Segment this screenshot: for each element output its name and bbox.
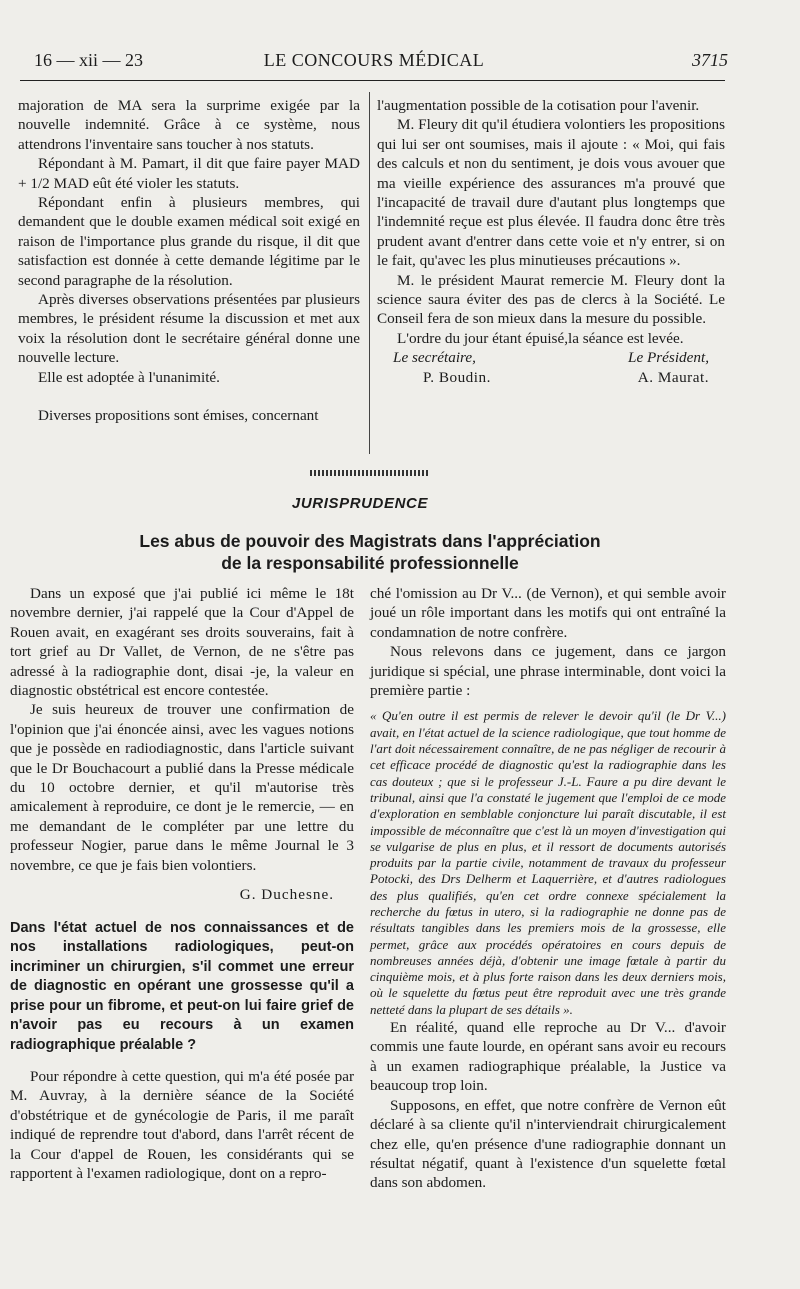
top-left-column xyxy=(18,96,360,426)
paragraph: L'ordre du jour étant épuisé,la séance est levée. xyxy=(397,329,684,347)
paragraph: Répondant à M. Pamart, il dit que faire payer MAD + 1/2 MAD eût été violer les statuts. xyxy=(18,155,360,192)
paragraph: Répondant enfin à plusieurs membres, qui demandent que le double examen médical soit exigé en raison de l'importance plus grande du risque, il dit que satisfaction est donnée à cette demande légitime par le second paragraphe de la résolution. xyxy=(18,194,360,289)
signature-names xyxy=(377,368,725,387)
paragraph: Je suis heureux de trouver une confirmation de l'opinion que j'ai énoncée ainsi, avec les vagues notions que je possède en radiodiagnostic, dans l'article suivant que le Dr Bouchacourt a publié dans la Presse médicale du 10 octobre dernier, et qu'il m'autorise très amicalement à reproduire, ce dont je le remercie, — en me demandant de le compléter par une lettre du professeur Nogier, parue dans le même Journal le 3 novembre, ce que je fais bien volontiers. xyxy=(10,701,354,874)
running-header xyxy=(20,50,728,74)
paragraph: majoration de MA sera la surprime exigée par la nouvelle indemnité. Grâce à ce système, nous attendrons l'inventaire sans toucher à nos statuts. xyxy=(18,97,360,153)
signature-labels xyxy=(377,348,725,367)
paragraph: Nous relevons dans ce jugement, dans ce jargon juridique si spécial, une phrase interminable, dont voici la première partie : xyxy=(370,643,726,700)
top-right-column xyxy=(377,96,725,387)
paragraph: Après diverses observations présentées par plusieurs membres, le président résume la discussion et met aux voix la résolution dont le secrétaire général donne une nouvelle lecture. xyxy=(18,291,360,367)
page-date: 16 — xii — 23 xyxy=(34,50,144,70)
author-signature: G. Duchesne. xyxy=(239,886,334,904)
president-name: A. Maurat. xyxy=(637,368,709,386)
paragraph: Supposons, en effet, que notre confrère de Vernon eût déclaré à sa cliente qu'il n'interviendrait chirurgicalement chez elle, qu'en présence d'une radiographie donnant un résultat négatif, quant à l'existence d'un squelette fœtal dans son abdomen. xyxy=(370,1096,726,1192)
president-label: Le Président, xyxy=(628,349,709,367)
article-title xyxy=(60,530,680,574)
bottom-right-column xyxy=(370,584,726,1193)
section-heading: JURISPRUDENCE xyxy=(291,495,429,512)
paragraph: M. le président Maurat remercie M. Fleury dont la science saura éviter des pas de clercs à la Société. Le Conseil fera de son mieux dans la mesure du possible. xyxy=(377,271,725,328)
article-title-line-1: Les abus de pouvoir des Magistrats dans l'appréciation xyxy=(139,531,601,551)
paragraph: Diverses propositions sont émises, concernant xyxy=(38,407,319,425)
secretary-name: P. Boudin. xyxy=(423,368,491,386)
header-rule xyxy=(20,80,725,81)
court-quote: « Qu'en outre il est permis de relever le devoir qu'il (le Dr V...) avait, en l'état actuel de la science radiologique, que tout homme de l'art doit nécessairement connaître, de ne pas négliger de recourir à cet efficace procédé de diagnostic qu'est la radiographie dans les cas douteux ; que si le professeur J.-L. Faure a pu dire devant le tribunal, ainsi que l'a constaté le jugement que l'emploi de ce mode d'exploration en semblable conjoncture lui paraît discutable, il est impossible de méconnaître que c'est là un moyen d'investigation qui se vulgarise de plus en plus, et il ressort de documents autorisés produits par la partie civile, notamment de travaux du professeur Potocki, des Drs Delherm et Laquerrière, et d'autres radiologues des plus qualifiés, qu'en cet ordre connexe spécialement la recherche du fœtus in utero, si la radiographie ne donne pas de résultats tangibles dans les premiers mois de la grossesse, elle permet, grâce aux procédés opératoires en cours depuis de nombreuses années déjà, d'obtenir une image fœtale à partir du cinquième mois, et à plus forte raison dans les deux derniers mois, où le squelette du fœtus peut être reproduit avec une très grande netteté dans la plupart de ses détails ». xyxy=(370,708,726,1017)
paragraph: M. Fleury dit qu'il étudiera volontiers les propositions qui lui ser ont soumises, mais il ajoute : « Moi, qui fais des calculs et non du sentiment, je dois vous avouer que ma vieille expérience des assurances m'a prouvé que l'incapacité de travail dure d'autant plus longtemps que l'indemnité reçue est plus élevée. Il faudra donc être très prudent avant d'entrer dans cette voie et n'y entrer, si on le fait, qu'avec les plus minutieuses précautions ». xyxy=(377,116,725,270)
article-title-line-2: de la responsabilité professionnelle xyxy=(221,553,519,573)
decorative-divider xyxy=(310,470,430,476)
paragraph: Pour répondre à cette question, qui m'a été posée par M. Auvray, à la dernière séance de la Société d'obstétrique et de gynécologie de Paris, il me paraît indiqué de reprendre tout d'abord, dans l'arrêt récent de la Cour d'appel de Rouen, les considérants qui se rapportent à l'examen radiologique, dont on a repro- xyxy=(10,1068,354,1183)
paragraph: Elle est adoptée à l'unanimité. xyxy=(38,368,220,386)
column-divider xyxy=(369,92,370,454)
page-number: 3715 xyxy=(692,50,728,70)
question-box: Dans l'état actuel de nos connaissances et de nos installations radiologiques, peut-on incriminer un chirurgien, s'il commet une erreur de diagnostic en opérant une grossesse qu'il a prise pour un fibrome, et peut-on lui faire grief de n'avoir pas eu recours à un examen radiographique préalable ? xyxy=(10,919,354,1053)
secretary-label: Le secrétaire, xyxy=(393,349,476,367)
paragraph: l'augmentation possible de la cotisation pour l'avenir. xyxy=(377,97,700,114)
bottom-left-column xyxy=(10,584,354,1183)
paragraph: Dans un exposé que j'ai publié ici même le 18t novembre dernier, j'ai rappelé que la Cour d'Appel de Rouen avait, en exagérant ses droits souverains, fait à tort grief au Dr Vallet, de Vernon, de ne s'être pas adressé à la radiographie dont, disai -je, la valeur en diagnostic obstétrical est encore contestée. xyxy=(10,585,354,700)
journal-title: LE CONCOURS MÉDICAL xyxy=(263,50,485,70)
paragraph: ché l'omission au Dr V... (de Vernon), et qui semble avoir joué un rôle important dans les motifs qui ont entraîné la condamnation de notre confrère. xyxy=(370,585,726,641)
paragraph: En réalité, quand elle reproche au Dr V... d'avoir commis une faute lourde, en opérant sans avoir eu recours à un examen radiographique préalable, la Justice va beaucoup trop loin. xyxy=(370,1019,726,1095)
